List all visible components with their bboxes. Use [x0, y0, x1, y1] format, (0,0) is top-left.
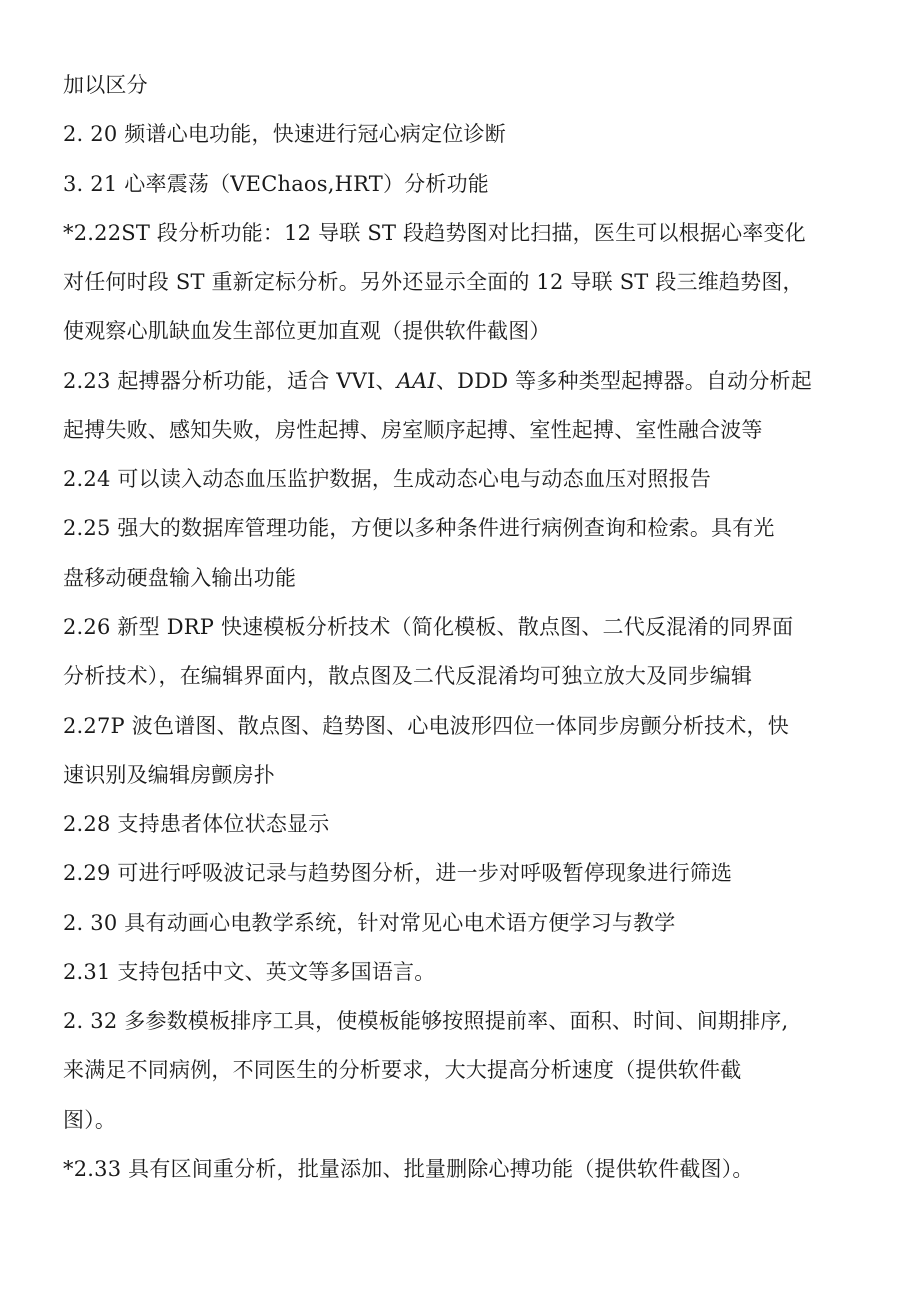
- text-line: 2.31 支持包括中文、英文等多国语言。: [63, 960, 436, 984]
- text-line: 速识别及编辑房颤房扑: [63, 763, 275, 787]
- text-line: *2.33 具有区间重分析，批量添加、批量删除心搏功能（提供软件截图）。: [63, 1157, 754, 1181]
- text-line: 2. 20 频谱心电功能，快速进行冠心病定位诊断: [63, 122, 506, 146]
- text-line: 2. 32 多参数模板排序工具，使模板能够按照提前率、面积、时间、间期排序,: [63, 1009, 789, 1033]
- text-line: 2.27P 波色谱图、散点图、趋势图、心电波形四位一体同步房颤分析技术，快: [63, 714, 789, 738]
- text-line: 盘移动硬盘输入输出功能: [63, 566, 297, 590]
- pacer-suffix: 、DDD 等多种类型起搏器。自动分析起: [435, 369, 812, 393]
- text-line: 2.26 新型 DRP 快速模板分析技术（简化模板、散点图、二代反混淆的同界面: [63, 615, 794, 639]
- text-line: 起搏失败、感知失败，房性起搏、房室顺序起搏、室性起搏、室性融合波等: [63, 418, 763, 442]
- pacer-prefix: 2.23 起搏器分析功能，适合 VVI、: [63, 369, 397, 393]
- text-line: 来满足不同病例，不同医生的分析要求，大大提高分析速度（提供软件截: [63, 1058, 742, 1082]
- text-line: 2.29 可进行呼吸波记录与趋势图分析，进一步对呼吸暂停现象进行筛选: [63, 861, 733, 885]
- text-line-pacemaker: [63, 366, 812, 396]
- text-line: 使观察心肌缺血发生部位更加直观（提供软件截图）: [63, 319, 551, 343]
- pacer-italic-mode: AAI: [396, 369, 436, 393]
- text-line: 2.24 可以读入动态血压监护数据，生成动态心电与动态血压对照报告: [63, 467, 712, 491]
- text-line: 分析技术），在编辑界面内，散点图及二代反混淆均可独立放大及同步编辑: [63, 664, 753, 688]
- text-line: 2.25 强大的数据库管理功能，方便以多种条件进行病例查询和检索。具有光: [63, 516, 775, 540]
- text-line: 加以区分: [63, 73, 148, 97]
- text-line: 图）。: [63, 1108, 117, 1132]
- text-line: *2.22ST 段分析功能：12 导联 ST 段趋势图对比扫描，医生可以根据心率变化: [63, 221, 806, 245]
- text-line: 3. 21 心率震荡（VEChaos,HRT）分析功能: [63, 172, 489, 196]
- text-line: 2. 30 具有动画心电教学系统，针对常见心电术语方便学习与教学: [63, 911, 676, 935]
- text-line: 2.28 支持患者体位状态显示: [63, 812, 330, 836]
- text-line: 对任何时段 ST 重新定标分析。另外还显示全面的 12 导联 ST 段三维趋势图，: [63, 270, 804, 294]
